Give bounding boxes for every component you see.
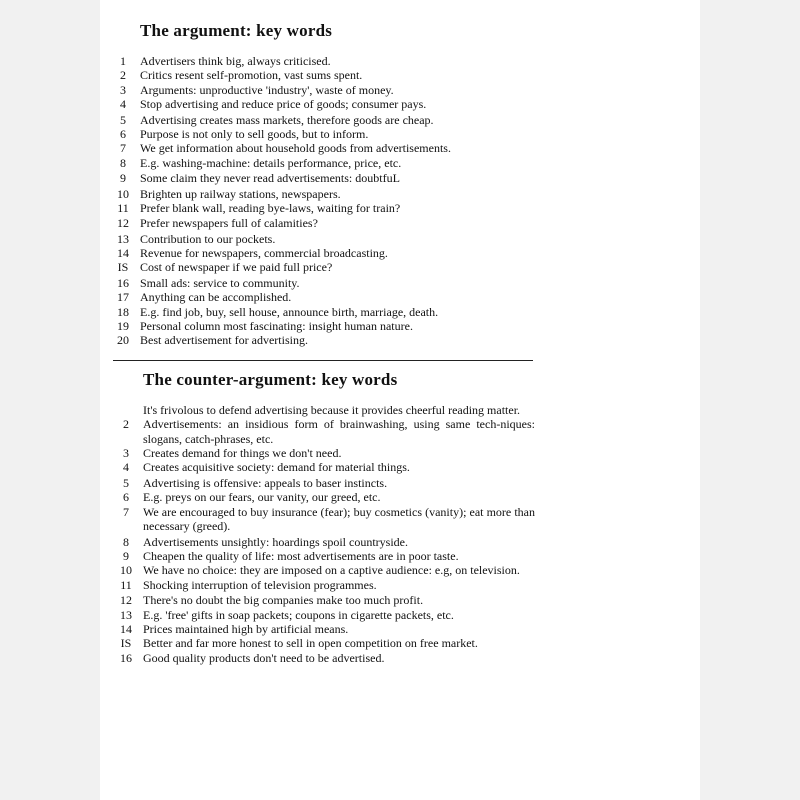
list-item: [100, 156, 536, 170]
list-item: [100, 460, 535, 474]
list-item: [100, 622, 535, 636]
list-item: [100, 490, 535, 504]
item-number: IS: [120, 636, 132, 651]
list-item: [100, 246, 536, 260]
item-text: Small ads: service to community.: [140, 275, 300, 290]
list-item: [100, 636, 535, 650]
argument-title: The argument: key words: [140, 21, 333, 40]
item-number: 9: [123, 548, 129, 563]
item-number: 13: [120, 607, 132, 622]
item-number: 5: [123, 475, 129, 490]
list-item: [100, 505, 535, 534]
item-number: 10: [117, 187, 129, 202]
list-item: [100, 187, 536, 201]
list-item: [100, 651, 535, 665]
item-number: 4: [120, 96, 126, 111]
item-text: Advertising creates mass markets, therefore goods are cheap.: [140, 112, 434, 127]
item-text: Prefer blank wall, reading bye-laws, waiting for train?: [140, 201, 401, 216]
item-number: 3: [123, 445, 129, 460]
list-item: [100, 476, 535, 490]
list-item: [100, 127, 536, 141]
list-item: [100, 216, 536, 230]
list-item: [100, 68, 536, 82]
list-item: [100, 549, 535, 563]
item-number: 10: [120, 563, 132, 578]
item-number: 12: [117, 215, 129, 230]
item-number: 16: [117, 275, 129, 290]
item-text: We are encouraged to buy insurance (fear); buy cosmetics (vanity); eat more than necessary (greed).: [143, 504, 535, 533]
item-text: Some claim they never read advertisements: doubtfuL: [140, 171, 400, 186]
list-item: [100, 403, 535, 417]
counter-argument-list: [100, 403, 535, 665]
list-item: [100, 54, 536, 68]
item-number: 13: [117, 231, 129, 246]
document-page: [100, 0, 700, 800]
list-item: [100, 305, 536, 319]
item-text: Advertising is offensive: appeals to baser instincts.: [143, 475, 388, 490]
item-number: 6: [120, 126, 126, 141]
item-text: It's frivolous to defend advertising because it provides cheerful reading matter.: [143, 403, 521, 417]
item-number: 5: [120, 112, 126, 127]
item-text: E.g. preys on our fears, our vanity, our greed, etc.: [143, 490, 381, 505]
item-number: 19: [117, 318, 129, 333]
item-text: Cost of newspaper if we paid full price?: [140, 260, 333, 275]
list-item: [100, 232, 536, 246]
list-item: [100, 333, 536, 347]
list-item: [100, 446, 535, 460]
list-item: [100, 608, 535, 622]
item-text: We get information about household goods from advertisements.: [140, 141, 451, 156]
item-number: 7: [120, 141, 126, 156]
item-text: Critics resent self-promotion, vast sums spent.: [140, 68, 363, 83]
item-text: Prices maintained high by artificial means.: [143, 621, 349, 636]
list-item: [100, 578, 535, 592]
list-item: [100, 593, 535, 607]
list-item: [100, 276, 536, 290]
item-text: Personal column most fascinating: insight human nature.: [140, 318, 413, 333]
item-text: We have no choice: they are imposed on a captive audience: e.g, on television.: [143, 563, 520, 578]
item-number: 11: [117, 201, 129, 216]
item-text: E.g. find job, buy, sell house, announce birth, marriage, death.: [140, 304, 439, 319]
item-number: 1: [120, 54, 126, 68]
item-number: 14: [117, 245, 129, 260]
counter-argument-title: The counter-argument: key words: [143, 370, 398, 389]
item-text: Advertisements: an insidious form of brainwashing, using same tech-niques: slogans, catch-phrases, etc.: [143, 417, 535, 446]
item-number: 2: [120, 68, 126, 83]
item-text: Prefer newspapers full of calamities?: [140, 215, 318, 230]
list-item: [100, 535, 535, 549]
item-number: 8: [123, 534, 129, 549]
item-number: IS: [117, 260, 129, 275]
list-item: [100, 171, 536, 185]
item-number: 2: [123, 417, 129, 432]
list-item: [100, 83, 536, 97]
item-text: Stop advertising and reduce price of goods; consumer pays.: [140, 96, 427, 111]
list-item: [100, 201, 536, 215]
item-text: Cheapen the quality of life: most advertisements are in poor taste.: [143, 548, 459, 563]
list-item: [100, 113, 536, 127]
item-text: Purpose is not only to sell goods, but to inform.: [140, 126, 369, 141]
item-text: E.g. 'free' gifts in soap packets; coupons in cigarette packets, etc.: [143, 607, 454, 622]
item-number: 4: [123, 460, 129, 475]
item-number: 18: [117, 304, 129, 319]
item-number: 8: [120, 155, 126, 170]
item-text: Arguments: unproductive 'industry', waste of money.: [140, 82, 394, 97]
item-number: 14: [120, 621, 132, 636]
item-text: Brighten up railway stations, newspapers.: [140, 187, 341, 202]
item-number: 20: [117, 333, 129, 348]
section-divider: [113, 360, 533, 361]
item-number: 11: [120, 577, 132, 592]
item-text: Best advertisement for advertising.: [140, 333, 308, 348]
list-item: [100, 563, 535, 577]
list-item: [100, 141, 536, 155]
item-text: E.g. washing-machine: details performance, price, etc.: [140, 155, 402, 170]
item-text: Advertisers think big, always criticised.: [140, 54, 331, 68]
item-text: Creates acquisitive society: demand for material things.: [143, 460, 410, 475]
item-number: 12: [120, 593, 132, 608]
item-text: Shocking interruption of television programmes.: [143, 577, 377, 592]
item-text: Anything can be accomplished.: [140, 290, 292, 305]
item-number: 16: [120, 650, 132, 665]
list-item: [100, 417, 535, 446]
item-number: 6: [123, 490, 129, 505]
item-number: 7: [123, 504, 129, 519]
item-text: Contribution to our pockets.: [140, 231, 276, 246]
item-number: 3: [120, 82, 126, 97]
item-text: There's no doubt the big companies make too much profit.: [143, 593, 424, 608]
item-text: Creates demand for things we don't need.: [143, 445, 342, 460]
list-item: [100, 319, 536, 333]
item-text: Good quality products don't need to be advertised.: [143, 650, 385, 665]
item-number: 17: [117, 290, 129, 305]
list-item: [100, 260, 536, 274]
item-number: 9: [120, 171, 126, 186]
list-item: [100, 290, 536, 304]
argument-list: [100, 54, 536, 347]
list-item: [100, 97, 536, 111]
item-text: Revenue for newspapers, commercial broadcasting.: [140, 245, 388, 260]
item-text: Advertisements unsightly: hoardings spoil countryside.: [143, 534, 408, 549]
item-text: Better and far more honest to sell in open competition on free market.: [143, 636, 478, 651]
